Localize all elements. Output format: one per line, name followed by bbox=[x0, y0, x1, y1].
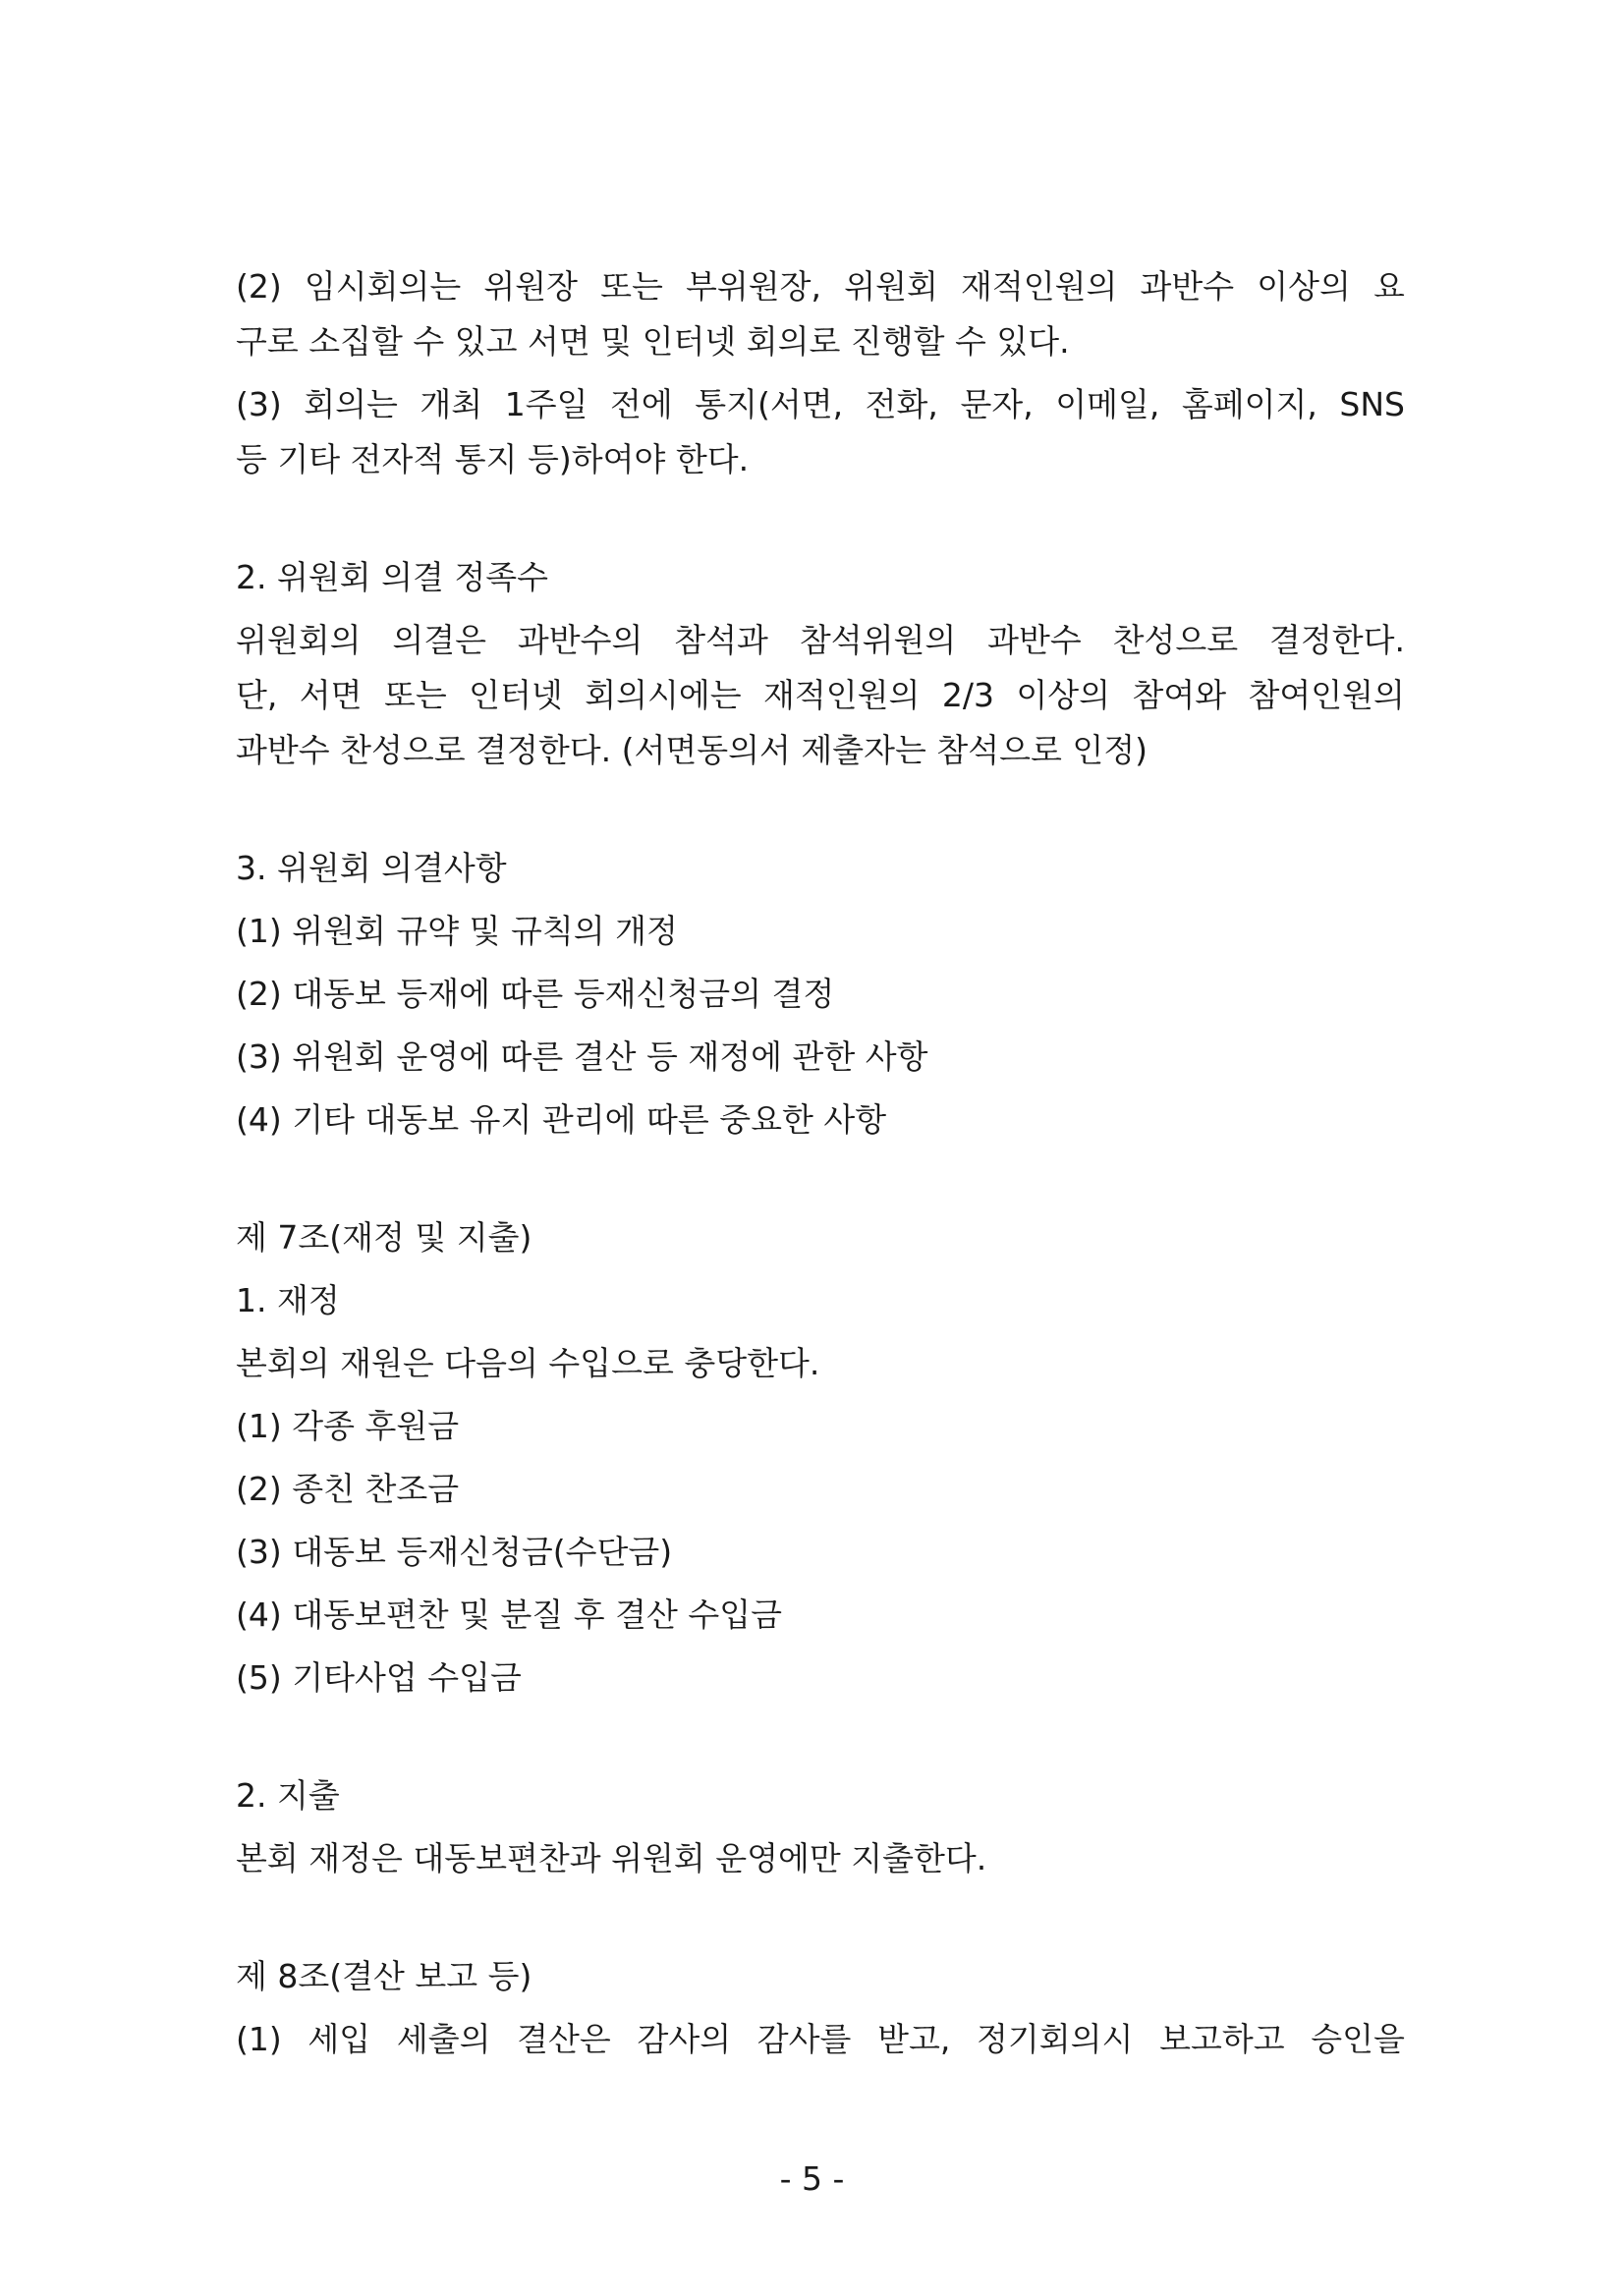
word: 위원회의 bbox=[236, 621, 362, 659]
word: 참석위원의 bbox=[799, 621, 957, 659]
word: 감사를 bbox=[756, 2020, 852, 2058]
word: 이상의 bbox=[1016, 676, 1111, 714]
list-item: (3) 위원회 운영에 따른 결산 등 재정에 관한 사항 bbox=[236, 1037, 928, 1076]
word: 또는 bbox=[600, 267, 663, 306]
word: 1주일 bbox=[504, 385, 588, 423]
word: 과반수 bbox=[987, 621, 1082, 659]
word: 요 bbox=[1373, 267, 1405, 306]
list-item: (5) 기타사업 수입금 bbox=[236, 1658, 522, 1697]
text-line bbox=[236, 621, 1405, 660]
text-line: 본회 재정은 대동보편찬과 위원회 운영에만 지출한다. bbox=[236, 1839, 987, 1877]
word: 문자, bbox=[960, 385, 1034, 423]
list-item: (3) 대동보 등재신청금(수단금) bbox=[236, 1533, 673, 1571]
word: 감사의 bbox=[637, 2020, 732, 2058]
word: 2/3 bbox=[941, 676, 994, 714]
list-item: (2) 종친 찬조금 bbox=[236, 1470, 460, 1508]
list-item: (4) 대동보편찬 및 분질 후 결산 수입금 bbox=[236, 1596, 782, 1634]
section-heading: 2. 지출 bbox=[236, 1776, 340, 1815]
list-item: (1) 각종 후원금 bbox=[236, 1407, 460, 1445]
word: 참여와 bbox=[1132, 676, 1227, 714]
word: 재적인원의 bbox=[763, 676, 921, 714]
word: 홈페이지, bbox=[1181, 385, 1317, 423]
text-line bbox=[236, 267, 1405, 307]
word: 전화, bbox=[865, 385, 938, 423]
word: 승인을 bbox=[1311, 2020, 1405, 2058]
page-number: - 5 - bbox=[779, 2159, 845, 2198]
section-heading: 3. 위원회 의결사항 bbox=[236, 849, 507, 887]
word: 과반수의 bbox=[517, 621, 644, 659]
text-line bbox=[236, 385, 1405, 424]
word: 이상의 bbox=[1257, 267, 1351, 306]
word: 보고하고 bbox=[1159, 2020, 1285, 2058]
list-item: (1) 위원회 규약 및 규칙의 개정 bbox=[236, 912, 678, 950]
text-line: 본회의 재원은 다음의 수입으로 충당한다. bbox=[236, 1344, 820, 1382]
section-heading: 1. 재정 bbox=[236, 1281, 340, 1319]
word: (3) bbox=[236, 385, 282, 423]
word: 인터넷 bbox=[469, 676, 563, 714]
word: (1) bbox=[236, 2020, 282, 2058]
list-item: (2) 대동보 등재에 따른 등재신청금의 결정 bbox=[236, 975, 835, 1013]
word: 결산은 bbox=[517, 2020, 611, 2058]
article-heading: 제 7조(재정 및 지출) bbox=[236, 1218, 532, 1257]
word: 또는 bbox=[383, 676, 447, 714]
section-heading: 2. 위원회 의결 정족수 bbox=[236, 558, 548, 596]
text-line: 과반수 찬성으로 결정한다. (서면동의서 제출자는 참석으로 인정) bbox=[236, 731, 1148, 769]
word: 세입 bbox=[308, 2020, 371, 2058]
word: 전에 bbox=[609, 385, 673, 423]
word: 정기회의시 bbox=[977, 2020, 1134, 2058]
word: 위원장 bbox=[483, 267, 579, 306]
word: 과반수 bbox=[1140, 267, 1235, 306]
word: 통지(서면, bbox=[695, 385, 844, 423]
word: 단, bbox=[236, 676, 278, 714]
word: 세출의 bbox=[396, 2020, 491, 2058]
text-line: 등 기타 전자적 통지 등)하여야 한다. bbox=[236, 440, 750, 478]
word: 재적인원의 bbox=[960, 267, 1118, 306]
word: 결정한다. bbox=[1268, 621, 1405, 659]
text-line bbox=[236, 676, 1405, 715]
word: 받고, bbox=[877, 2020, 951, 2058]
word: 회의시에는 bbox=[585, 676, 742, 714]
word: 의결은 bbox=[392, 621, 487, 659]
word: 부위원장, bbox=[686, 267, 822, 306]
word: 위원회 bbox=[844, 267, 938, 306]
text-line bbox=[236, 2020, 1405, 2059]
article-heading: 제 8조(결산 보고 등) bbox=[236, 1957, 532, 1995]
word: 임시회의는 bbox=[304, 267, 462, 306]
word: 회의는 bbox=[304, 385, 398, 423]
word: 찬성으로 bbox=[1112, 621, 1239, 659]
word: SNS bbox=[1339, 385, 1405, 423]
word: 참석과 bbox=[674, 621, 768, 659]
list-item: (4) 기타 대동보 유지 관리에 따른 중요한 사항 bbox=[236, 1100, 887, 1139]
word: 개최 bbox=[420, 385, 483, 423]
word: (2) bbox=[236, 267, 282, 306]
word: 참여인원의 bbox=[1248, 676, 1405, 714]
text-line: 구로 소집할 수 있고 서면 및 인터넷 회의로 진행할 수 있다. bbox=[236, 322, 1070, 361]
word: 서면 bbox=[299, 676, 363, 714]
word: 이메일, bbox=[1055, 385, 1160, 423]
